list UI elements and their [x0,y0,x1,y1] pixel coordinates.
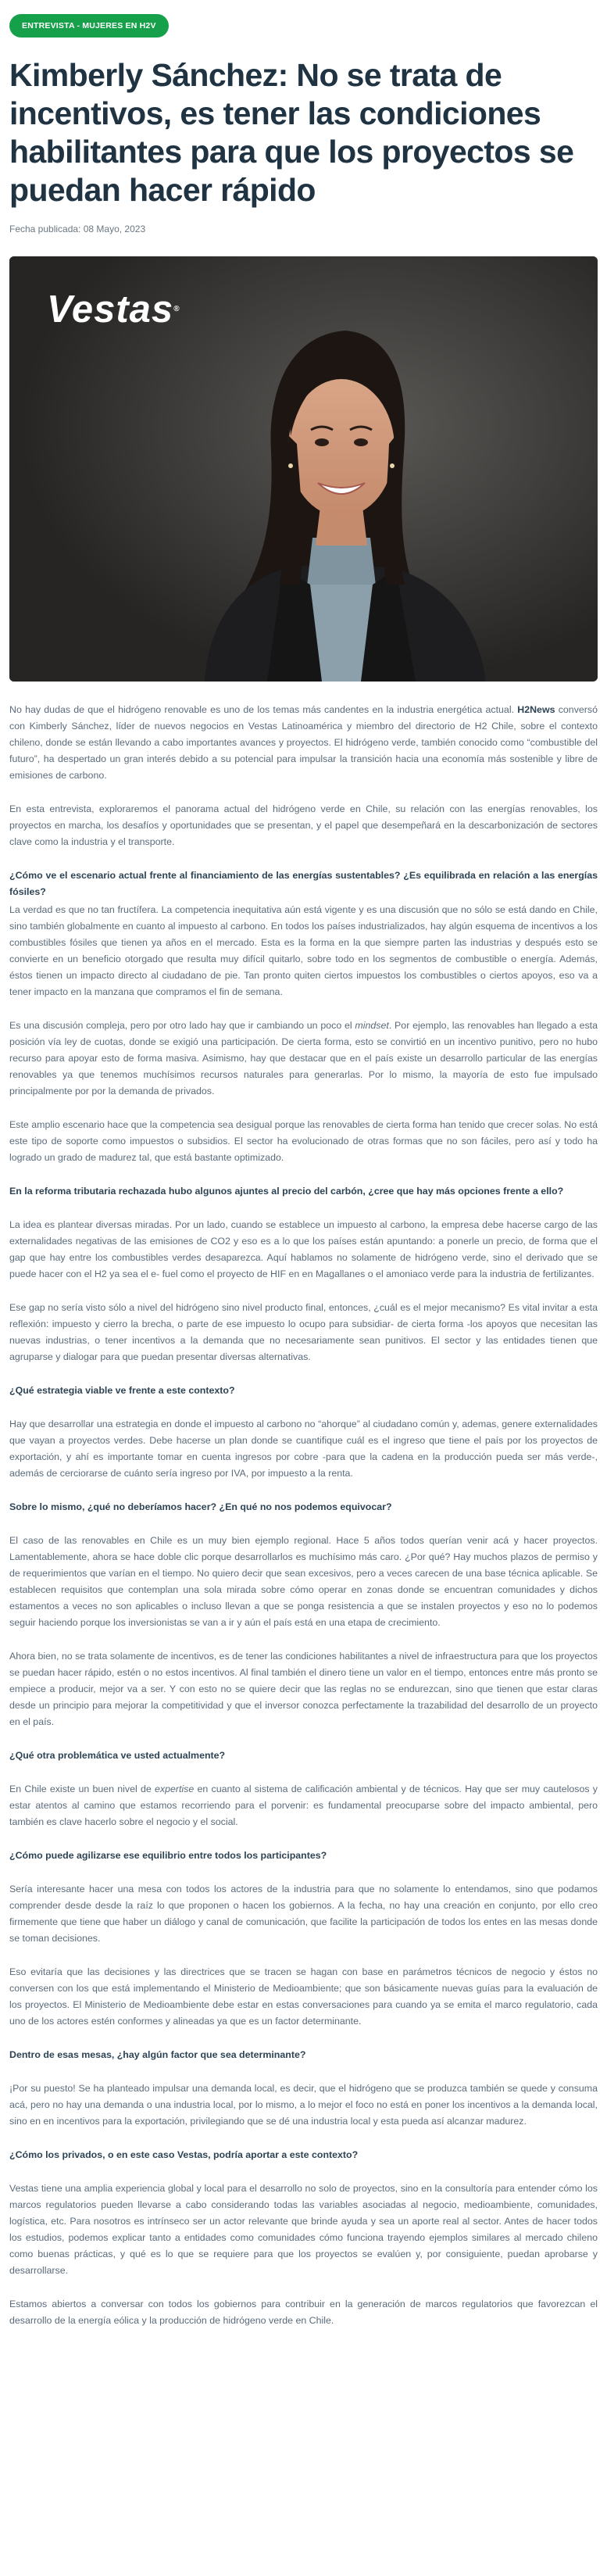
answer-paragraph: Es una discusión compleja, pero por otro lado hay que ir cambiando un poco el mindset. Por ejemplo, las renovables han llegado a esta posición vía ley de cuotas, donde se exigió una participación. De cierta forma, esto se convirtió en un incentivo punitivo, pero no hubo recurso para apoyar esto de forma masiva. Asimismo, hay que destacar que en el país existe un desarrollo particular de las energías renovables ya que tenemos muchísimos recursos naturales para generarlas. Por lo mismo, la mayoría de esto fue impulsado principalmente por por la demanda de privados. [9,1020,598,1097]
question-heading: Sobre lo mismo, ¿qué no deberíamos hacer? ¿En qué no nos podemos equivocar? [9,1501,392,1512]
question-heading: ¿Cómo los privados, o en este caso Vestas, podría aportar a este contexto? [9,2149,359,2160]
question-heading: En la reforma tributaria rechazada hubo algunos ajuntes al precio del carbón, ¿cree que hay más opciones frente a ello? [9,1186,564,1197]
answer-paragraph: Estamos abiertos a conversar con todos los gobiernos para contribuir en la generación de marcos regulatorios que favorezcan el desarrollo de la energía eólica y la producción de hidrógeno verde en Chile. [9,2299,598,2326]
answer-paragraph: Sería interesante hacer una mesa con todos los actores de la industria para que no solamente lo entendamos, sino que podamos comprender desde desde la raíz lo que proponen o hacen los gobiernos. A la fecha, no hay una creación en conjunto, por ello creo firmemente que tiene que haber un diálogo y canal de comunicación, que facilite la participación de todos los entes en las mesas donde se toman decisiones. [9,1884,598,1944]
question-heading: ¿Cómo ve el escenario actual frente al financiamiento de las energías sustentables? ¿Es equilibrada en relación a las energías fósiles? [9,870,598,897]
paragraph-intro: No hay dudas de que el hidrógeno renovable es uno de los temas más candentes en la industria energética actual. H2News conversó con Kimberly Sánchez, líder de nuevos negocios en Vestas Latinoamérica y miembro del directorio de H2 Chile, sobre el contexto chileno, donde se están llevando a cabo importantes avances y proyectos. El hidrógeno verde, también conocido como “combustible del futuro”, ha despertado un gran interés debido a su potencial para impulsar la transición hacia una economía más sostenible y libre de emisiones de carbono. [9,704,598,781]
answer-paragraph: ¡Por su puesto! Se ha planteado impulsar una demanda local, es decir, que el hidrógeno que se produzca también se quede y consuma acá, pero no hay una demanda o una industria local, por lo mismo, a lo mejor el foco no está en poner los incentivos a la demanda local, sino en en incentivos para la exportación, privilegiando que se dé una industria local y esta pueda así alcanzar madurez. [9,2083,598,2127]
answer-paragraph: El caso de las renovables en Chile es un muy bien ejemplo regional. Hace 5 años todos querían venir acá y hacer proyectos. Lamentablemente, ahora se hace doble clic porque desarrollarlos es muchísimo más caro. ¿Por qué? Hay muchos plazos de permiso y de requerimientos que varían en el tiempo. No quiero decir que sean excesivos, pero a veces carecen de una base técnica aplicable. Se establecen requisitos que contemplan una sola mirada sobre cómo operar en zonas donde se encuentran comunidades y dichos estamentos a veces no son aplicables o incluso llevan a que se ponga resistencia a que se instalen proyectos y eso no lo podemos seguir haciendo porque los inversionistas se van a ir y aún el país está en una etapa de crecimiento. [9,1535,598,1628]
question-heading: Dentro de esas mesas, ¿hay algún factor que sea determinante? [9,2049,306,2060]
publication-date: Fecha publicada: 08 Mayo, 2023 [9,224,146,234]
article-headline: Kimberly Sánchez: No se trata de incentivos, es tener las condiciones habilitantes para que los proyectos se puedan hacer rápido [9,57,574,208]
question-heading: ¿Qué estrategia viable ve frente a este contexto? [9,1385,235,1396]
answer-paragraph: Ahora bien, no se trata solamente de incentivos, es de tener las condiciones habilitantes a nivel de infraestructura para que los proyectos se puedan hacer rápido, estén o no estos incentivos. Al final también el dinero tiene un valor en el tiempo, entonces entre más pronto se empiece a producir, mejor va a ser. Y con esto no se quiere decir que las reglas no se endurezcan, sino que tienen que estar claras desde un principio para mejorar la competitividad y que el inversor conozca perfectamente la trazabilidad del desarrollo de un proyecto en el país. [9,1651,598,1727]
hero-photo [9,256,598,682]
answer-paragraph: En Chile existe un buen nivel de expertise en cuanto al sistema de calificación ambiental y de técnicos. Hay que ser muy cautelosos y estar atentos al camino que estamos recorriendo para el porvenir: es fundamental preocuparse sobre del impacto ambiental, pero también es clave hacerlo sobre el negocio y el social. [9,1784,598,1827]
paragraph: En esta entrevista, exploraremos el panorama actual del hidrógeno verde en Chile, su relación con las energías renovables, los proyectos en marcha, los desafíos y oportunidades que se presentan, y el papel que desempeñará en la descarbonización de sectores clave como la industria y el transporte. [9,803,598,847]
vestas-logo: Vestas® [47,288,180,331]
answer-paragraph: Eso evitaría que las decisiones y las directrices que se tracen se hagan con base en parámetros técnicos de negocio y éstos no conversen con los que está implementando el Ministerio de Medioambiente; que son básicamente nuevas guías para la evaluación de los proyectos. El Ministerio de Medioambiente debe estar en estas conversaciones para cuando ya se emita el marco regulatorio, cada uno de los actores estén conformes y alineadas ya que es un factor determinante. [9,1966,598,2027]
answer-paragraph: Este amplio escenario hace que la competencia sea desigual porque las renovables de cierta forma han tenido que crecer solas. No está este tipo de soporte como impuestos o subsidios. El sector ha evolucionado de otras formas que no son fáciles, pero así y todo ha logrado un grado de madurez tal, que está bastante optimizado. [9,1119,598,1163]
article-body [9,702,598,2329]
question-heading: ¿Qué otra problemática ve usted actualmente? [9,1750,226,1761]
answer-paragraph: La idea es plantear diversas miradas. Por un lado, cuando se establece un impuesto al carbono, la empresa debe hacerse cargo de las externalidades negativas de las emisiones de CO2 y eso es a lo que los países están apuntando: a ponerle un precio, de forma que el gap que hay entre los combustibles verdes desaparezca. Aquí hablamos no solamente de hidrógeno verde, sino el derivado que se puede hacer con el H2 ya sea el e- fuel como el proyecto de HIF en en Magallanes o el amoniaco verde para la industria de fertilizantes. [9,1219,598,1279]
category-badge[interactable]: ENTREVISTA - MUJERES EN H2V [9,14,169,38]
answer-paragraph: Vestas tiene una amplia experiencia global y local para el desarrollo no solo de proyectos, sino en la consultoría para entender cómo los marcos regulatorios pueden llevarse a cabo considerando todas las variables asociadas al negocio, medioambiente, comunidades, logística, etc. Para nosotros es intrínseco ser un actor relevante que brinde ayuda y sea un aporte real al sector. Antes de hacer todos los estudios, podemos explicar tanto a entidades como comunidades cómo funciona trayendo ejemplos similares al mercado chileno como buenas prácticas, y qué es lo que se requiere para que los proyectos se evalúen y, por consiguiente, puedan aprobarse y desarrollarse. [9,2183,598,2276]
question-heading: ¿Cómo puede agilizarse ese equilibrio entre todos los participantes? [9,1850,327,1861]
h2news-link[interactable]: H2News [517,704,555,715]
answer-paragraph: Ese gap no sería visto sólo a nivel del hidrógeno sino nivel producto final, entonces, ¿cuál es el mejor mecanismo? Es vital invitar a esta reflexión: impuesto y cierro la brecha, o parte de ese impuesto lo ocupo para subsidiar- de cierta forma -los apoyos que necesitan las nuevas industrias, o tener incentivos a la demanda que no necesariamente sean punitivos. El sector y las entidades tienen que agruparse y dialogar para que puedan presentar diversas alternativas. [9,1302,598,1362]
answer-paragraph: Hay que desarrollar una estrategia en donde el impuesto al carbono no “ahorque” al ciudadano común y, ademas, genere externalidades que vayan a proyectos verdes. Debe hacerse un plan donde se cuantifique cuál es el ingreso que tiene el país por los proyectos de exportación, y ahí es importante tomar en cuenta ingresos por cobre -para que la cadena en la producción pueda ser más verde-, además de cerciorarse de cuánto sería ingreso por IVA, por impuesto a la renta. [9,1419,598,1479]
answer-paragraph: La verdad es que no tan fructífera. La competencia inequitativa aún está vigente y es una discusión que no sólo se está dando en Chile, sino también globalmente en cuanto al impuesto al carbono. En todos los países industrializados, hay algún esquema de incentivos a los combustibles fósiles que tienen ya años en el mercado. Esta es la forma en la que siempre parten las industrias y después esto se convierte en un beneficio otorgado que resulta muy difícil quitarlo, sobre todo en los segmentos de combustible o energía. Además, éstos tienen un impacto directo al ciudadano de pie. Tan pronto quiten ciertos impuestos los combustibles o ciertos apoyos, eso va a tener impacto en la manzana que compramos el fin de semana. [9,904,598,997]
